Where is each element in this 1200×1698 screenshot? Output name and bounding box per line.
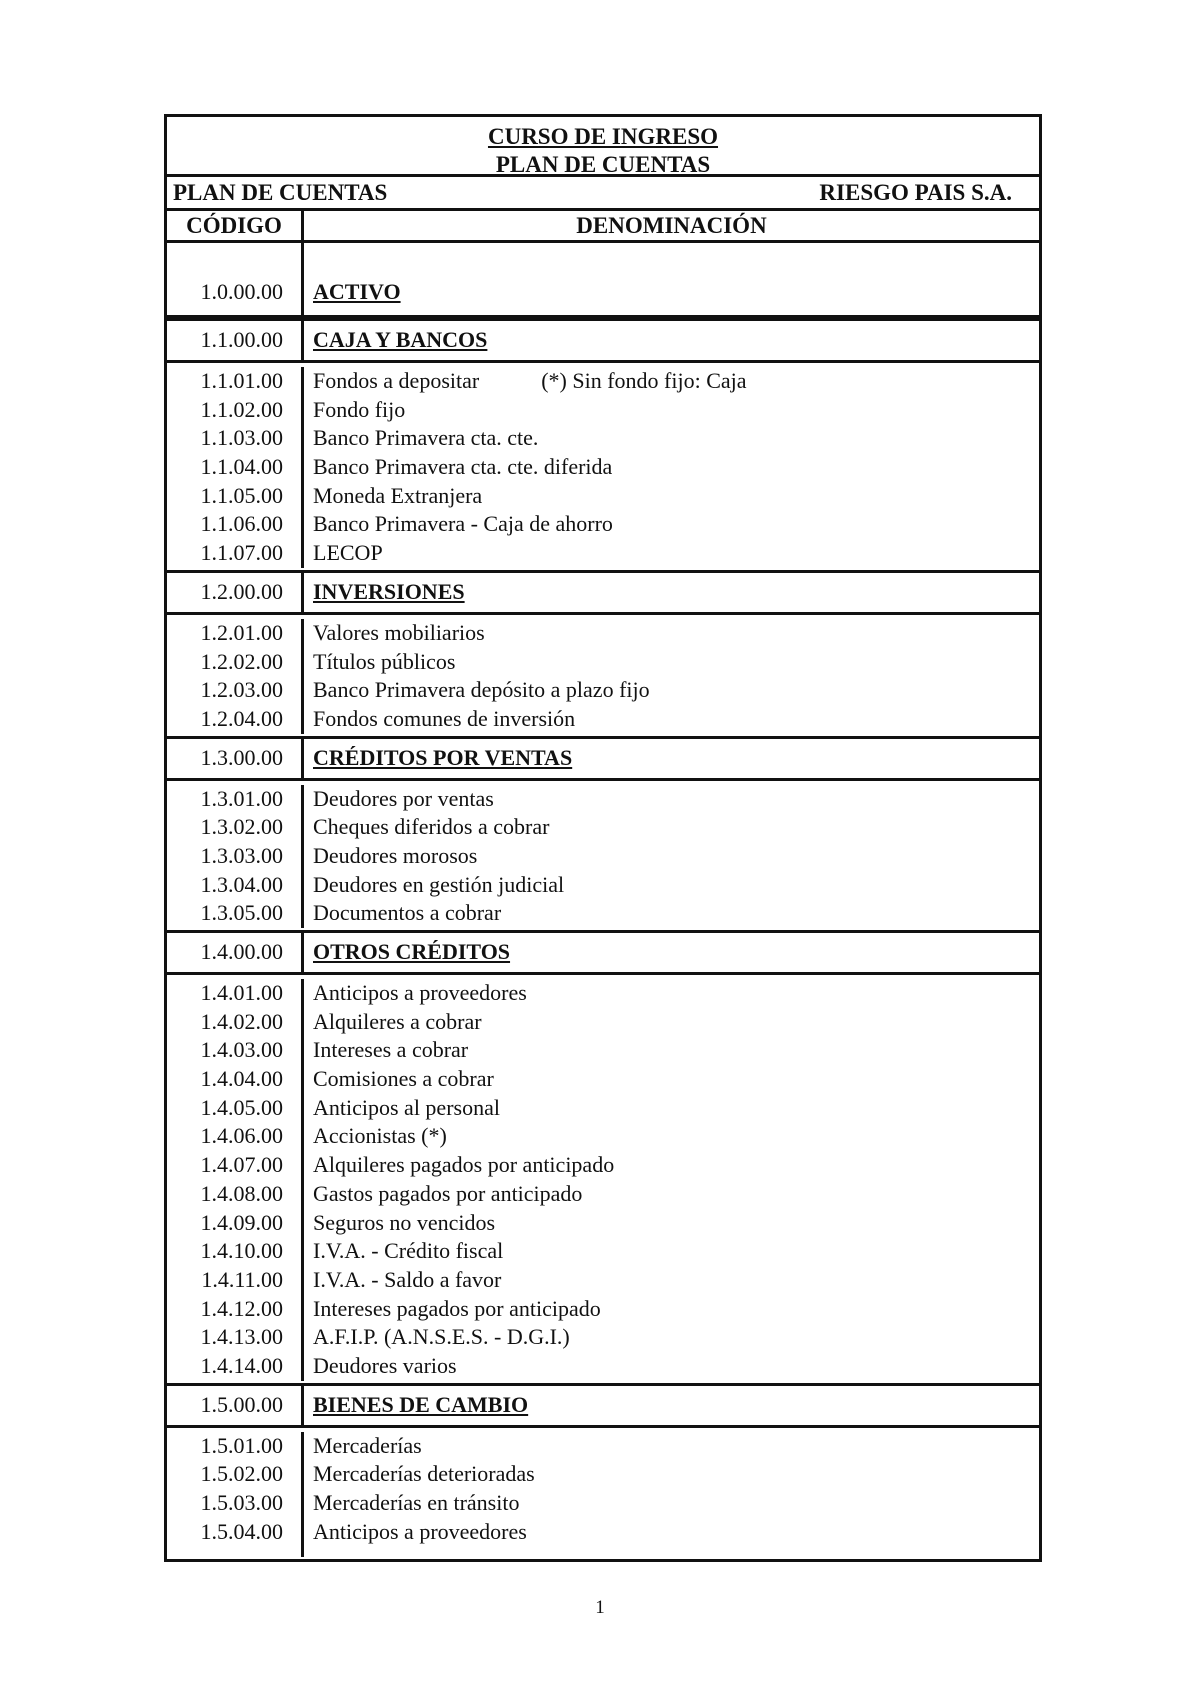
account-name: Títulos públicos bbox=[313, 648, 456, 674]
section-items bbox=[167, 1428, 1039, 1560]
section-title: INVERSIONES bbox=[313, 578, 465, 604]
section-title-cell bbox=[304, 933, 1039, 972]
account-denomination bbox=[304, 1036, 1039, 1065]
account-name: Documentos a cobrar bbox=[313, 900, 502, 926]
account-denomination bbox=[304, 482, 1039, 511]
account-sections bbox=[167, 243, 1039, 1559]
account-section bbox=[167, 1386, 1039, 1560]
page-number: 1 bbox=[595, 1597, 605, 1618]
account-name: Moneda Extranjera bbox=[313, 482, 483, 508]
section-code: 1.1.00.00 bbox=[167, 321, 304, 360]
account-name: Fondo fijo bbox=[313, 396, 406, 422]
filler-code-cell bbox=[167, 1546, 304, 1557]
account-row bbox=[167, 648, 1039, 677]
section-title: CAJA Y BANCOS bbox=[313, 327, 488, 352]
denomination-column-header: DENOMINACIÓN bbox=[576, 213, 767, 238]
account-row bbox=[167, 1295, 1039, 1324]
section-items bbox=[167, 363, 1039, 570]
account-denomination bbox=[304, 676, 1039, 705]
account-row bbox=[167, 539, 1039, 568]
account-denomination bbox=[304, 785, 1039, 814]
account-section bbox=[167, 573, 1039, 739]
account-section bbox=[167, 321, 1039, 573]
account-name: Gastos pagados por anticipado bbox=[313, 1180, 583, 1206]
section-title: BIENES DE CAMBIO bbox=[313, 1391, 529, 1417]
account-denomination bbox=[304, 648, 1039, 677]
account-denomination bbox=[304, 1180, 1039, 1209]
account-code: 1.2.03.00 bbox=[167, 676, 304, 705]
account-denomination bbox=[304, 899, 1039, 928]
account-row bbox=[167, 1094, 1039, 1123]
account-name: Banco Primavera - Caja de ahorro bbox=[313, 511, 613, 537]
section-title-cell bbox=[304, 1386, 1039, 1425]
section-code: 1.2.00.00 bbox=[167, 573, 304, 612]
account-denomination bbox=[304, 510, 1039, 539]
account-denomination bbox=[304, 1065, 1039, 1094]
account-code: 1.5.02.00 bbox=[167, 1460, 304, 1489]
account-row bbox=[167, 1122, 1039, 1151]
account-code: 1.5.03.00 bbox=[167, 1489, 304, 1518]
account-code: 1.5.04.00 bbox=[167, 1518, 304, 1547]
account-row bbox=[167, 1323, 1039, 1352]
section-items bbox=[167, 975, 1039, 1383]
section-header-row bbox=[167, 243, 1039, 318]
section-code: 1.0.00.00 bbox=[167, 243, 304, 315]
section-header-row bbox=[167, 933, 1039, 975]
account-name: Accionistas (*) bbox=[313, 1123, 447, 1149]
account-row bbox=[167, 813, 1039, 842]
account-code: 1.4.04.00 bbox=[167, 1065, 304, 1094]
account-name: Valores mobiliarios bbox=[313, 619, 485, 645]
account-row bbox=[167, 1209, 1039, 1238]
section-header-row bbox=[167, 1386, 1039, 1428]
account-section bbox=[167, 243, 1039, 321]
document-title: PLAN DE CUENTAS bbox=[495, 152, 711, 177]
account-section bbox=[167, 933, 1039, 1386]
account-code: 1.3.05.00 bbox=[167, 899, 304, 928]
account-name: Alquileres pagados por anticipado bbox=[313, 1152, 615, 1178]
account-code: 1.4.13.00 bbox=[167, 1323, 304, 1352]
table-filler bbox=[167, 1546, 1039, 1557]
account-name: Fondos a depositar bbox=[313, 368, 480, 393]
account-name: Anticipos al personal bbox=[313, 1094, 500, 1120]
account-code: 1.4.08.00 bbox=[167, 1180, 304, 1209]
account-denomination bbox=[304, 1151, 1039, 1180]
account-code: 1.5.01.00 bbox=[167, 1432, 304, 1461]
account-code: 1.2.01.00 bbox=[167, 619, 304, 648]
account-denomination bbox=[304, 453, 1039, 482]
account-denomination bbox=[304, 1460, 1039, 1489]
account-name: Banco Primavera cta. cte. diferida bbox=[313, 454, 613, 480]
account-code: 1.4.14.00 bbox=[167, 1352, 304, 1381]
plan-label: PLAN DE CUENTAS bbox=[173, 179, 388, 205]
account-denomination bbox=[304, 871, 1039, 900]
account-denomination bbox=[304, 1122, 1039, 1151]
account-row bbox=[167, 676, 1039, 705]
account-name: Comisiones a cobrar bbox=[313, 1066, 494, 1092]
account-row bbox=[167, 453, 1039, 482]
account-row bbox=[167, 899, 1039, 928]
section-items bbox=[167, 615, 1039, 736]
account-name: Deudores morosos bbox=[313, 842, 478, 868]
account-name: Anticipos a proveedores bbox=[313, 1518, 527, 1544]
account-denomination bbox=[304, 1295, 1039, 1324]
account-name: Deudores por ventas bbox=[313, 785, 494, 811]
account-row bbox=[167, 619, 1039, 648]
section-title-cell bbox=[304, 321, 1039, 360]
account-row bbox=[167, 1352, 1039, 1381]
account-section bbox=[167, 739, 1039, 933]
account-name: I.V.A. - Saldo a favor bbox=[313, 1266, 502, 1292]
account-row bbox=[167, 1518, 1039, 1547]
account-code: 1.3.04.00 bbox=[167, 871, 304, 900]
account-row bbox=[167, 871, 1039, 900]
account-name: Banco Primavera cta. cte. bbox=[313, 425, 539, 451]
account-name: Banco Primavera depósito a plazo fijo bbox=[313, 677, 650, 703]
account-row bbox=[167, 1266, 1039, 1295]
account-note: (*) Sin fondo fijo: Caja bbox=[541, 368, 747, 393]
account-code: 1.2.04.00 bbox=[167, 705, 304, 734]
account-denomination bbox=[304, 1518, 1039, 1547]
account-code: 1.3.02.00 bbox=[167, 813, 304, 842]
account-denomination bbox=[304, 1323, 1039, 1352]
account-row bbox=[167, 1489, 1039, 1518]
account-row bbox=[167, 482, 1039, 511]
section-code: 1.3.00.00 bbox=[167, 739, 304, 778]
account-code: 1.4.10.00 bbox=[167, 1237, 304, 1266]
account-row bbox=[167, 785, 1039, 814]
account-name: LECOP bbox=[313, 540, 383, 566]
account-denomination bbox=[304, 619, 1039, 648]
section-header-row bbox=[167, 739, 1039, 781]
section-code: 1.5.00.00 bbox=[167, 1386, 304, 1425]
account-denomination bbox=[304, 842, 1039, 871]
account-denomination bbox=[304, 1237, 1039, 1266]
section-title: OTROS CRÉDITOS bbox=[313, 939, 511, 964]
account-row bbox=[167, 1008, 1039, 1037]
course-title: CURSO DE INGRESO bbox=[487, 124, 719, 149]
account-code: 1.4.12.00 bbox=[167, 1295, 304, 1324]
account-row bbox=[167, 510, 1039, 539]
chart-of-accounts-table bbox=[164, 114, 1042, 1562]
account-denomination bbox=[304, 813, 1039, 842]
section-title-cell bbox=[304, 243, 1039, 315]
code-column-header: CÓDIGO bbox=[167, 211, 304, 240]
section-items bbox=[167, 781, 1039, 930]
account-code: 1.1.06.00 bbox=[167, 510, 304, 539]
account-code: 1.1.05.00 bbox=[167, 482, 304, 511]
section-header-row bbox=[167, 321, 1039, 363]
account-denomination bbox=[304, 1008, 1039, 1037]
account-code: 1.1.02.00 bbox=[167, 396, 304, 425]
account-name: Mercaderías deterioradas bbox=[313, 1461, 535, 1487]
account-denomination bbox=[304, 1352, 1039, 1381]
account-code: 1.4.03.00 bbox=[167, 1036, 304, 1065]
account-denomination bbox=[304, 705, 1039, 734]
account-denomination bbox=[304, 1266, 1039, 1295]
account-code: 1.3.01.00 bbox=[167, 785, 304, 814]
account-row bbox=[167, 1036, 1039, 1065]
section-title: ACTIVO bbox=[313, 279, 401, 304]
account-row bbox=[167, 979, 1039, 1008]
account-row bbox=[167, 1460, 1039, 1489]
account-row bbox=[167, 1151, 1039, 1180]
account-code: 1.4.11.00 bbox=[167, 1266, 304, 1295]
account-code: 1.1.01.00 bbox=[167, 367, 304, 396]
account-denomination bbox=[304, 396, 1039, 425]
account-code: 1.4.06.00 bbox=[167, 1122, 304, 1151]
account-name: Deudores varios bbox=[313, 1352, 457, 1378]
account-name: A.F.I.P. (A.N.S.E.S. - D.G.I.) bbox=[313, 1324, 570, 1350]
company-name: RIESGO PAIS S.A. bbox=[819, 179, 1012, 205]
account-code: 1.2.02.00 bbox=[167, 648, 304, 677]
account-name: Intereses pagados por anticipado bbox=[313, 1295, 601, 1321]
account-name: Deudores en gestión judicial bbox=[313, 871, 565, 897]
section-title: CRÉDITOS POR VENTAS bbox=[313, 744, 573, 770]
account-code: 1.1.07.00 bbox=[167, 539, 304, 568]
account-name: Fondos comunes de inversión bbox=[313, 705, 576, 731]
account-code: 1.4.02.00 bbox=[167, 1008, 304, 1037]
account-row bbox=[167, 367, 1039, 396]
account-row bbox=[167, 705, 1039, 734]
account-denomination bbox=[304, 367, 1039, 396]
account-name: Cheques diferidos a cobrar bbox=[313, 814, 550, 840]
account-row bbox=[167, 1180, 1039, 1209]
account-denomination bbox=[304, 539, 1039, 568]
section-title-cell bbox=[304, 739, 1039, 778]
account-denomination bbox=[304, 1432, 1039, 1461]
account-denomination bbox=[304, 1209, 1039, 1238]
account-denomination bbox=[304, 979, 1039, 1008]
account-row bbox=[167, 424, 1039, 453]
account-code: 1.4.07.00 bbox=[167, 1151, 304, 1180]
account-row bbox=[167, 1065, 1039, 1094]
account-code: 1.4.05.00 bbox=[167, 1094, 304, 1123]
account-name: Alquileres a cobrar bbox=[313, 1008, 482, 1034]
meta-row bbox=[167, 177, 1039, 211]
account-name: Intereses a cobrar bbox=[313, 1037, 469, 1063]
account-name: I.V.A. - Crédito fiscal bbox=[313, 1238, 504, 1264]
section-title-cell bbox=[304, 573, 1039, 612]
account-code: 1.1.04.00 bbox=[167, 453, 304, 482]
account-row bbox=[167, 396, 1039, 425]
account-code: 1.3.03.00 bbox=[167, 842, 304, 871]
account-row bbox=[167, 842, 1039, 871]
account-code: 1.4.01.00 bbox=[167, 979, 304, 1008]
account-name: Mercaderías bbox=[313, 1432, 422, 1458]
section-code: 1.4.00.00 bbox=[167, 933, 304, 972]
account-row bbox=[167, 1432, 1039, 1461]
account-name: Seguros no vencidos bbox=[313, 1209, 496, 1235]
account-name: Mercaderías en tránsito bbox=[313, 1490, 520, 1515]
title-block bbox=[167, 117, 1039, 177]
account-denomination bbox=[304, 1489, 1039, 1518]
account-code: 1.4.09.00 bbox=[167, 1209, 304, 1238]
account-name: Anticipos a proveedores bbox=[313, 980, 527, 1005]
account-code: 1.1.03.00 bbox=[167, 424, 304, 453]
account-denomination bbox=[304, 424, 1039, 453]
account-denomination bbox=[304, 1094, 1039, 1123]
account-row bbox=[167, 1237, 1039, 1266]
column-header-row bbox=[167, 211, 1039, 243]
section-header-row bbox=[167, 573, 1039, 615]
